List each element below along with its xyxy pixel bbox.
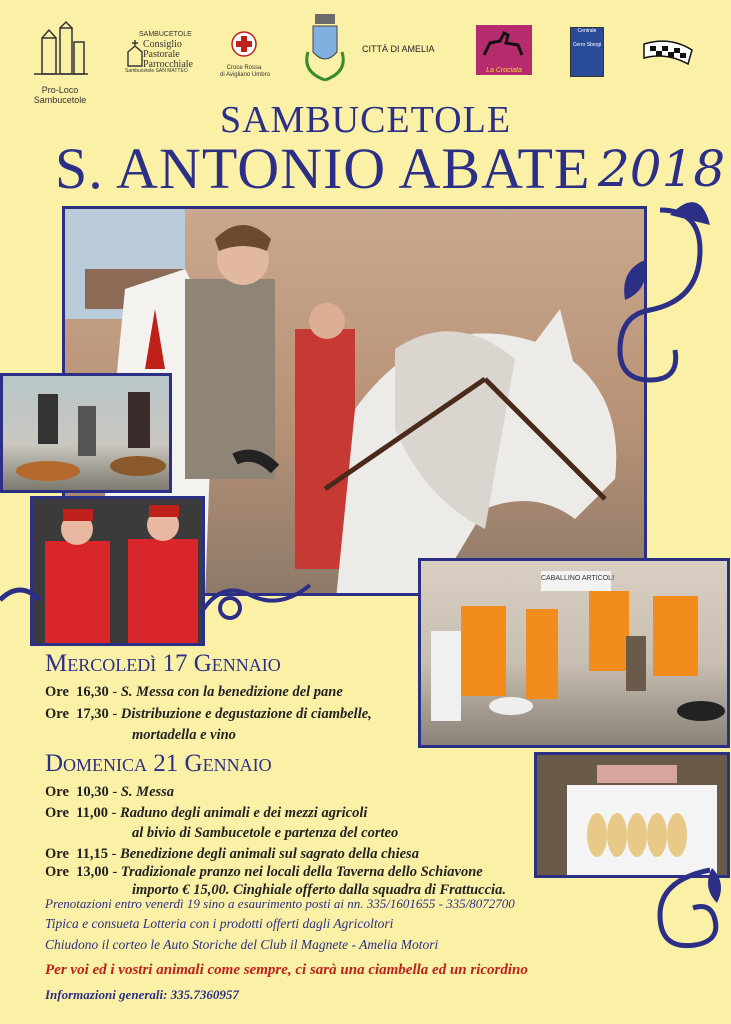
logo-proloco <box>30 20 90 105</box>
photo-group <box>418 558 730 748</box>
day2-event-3: Ore 11,15 - Benedizione degli animali sul sagrato della chiesa <box>45 846 419 862</box>
day2-event-4: Ore 13,00 - Tradizionale pranzo nei locali della Taverna dello Schiavone <box>45 864 483 880</box>
ore-label: Ore <box>45 805 69 821</box>
event-time: 16,30 <box>76 684 109 700</box>
lotteria-note: Tipica e consueta Lotteria con i prodotti offerti dagli Agricoltori <box>45 916 394 931</box>
event-time: 11,15 <box>76 846 108 862</box>
castle-icon <box>30 20 90 80</box>
church-icon <box>125 38 145 68</box>
ore-label: Ore <box>45 684 69 700</box>
proloco-label: Pro-Loco Sambucetole <box>33 85 87 105</box>
ore-label: Ore <box>45 846 69 862</box>
citta-label: CITTÀ DI AMELIA <box>362 44 435 54</box>
red-cross-icon <box>220 30 268 60</box>
photo-sign: CABALLINO ARTICOLI <box>541 575 615 582</box>
photo-dogs <box>0 373 172 493</box>
day1-event-1: Ore 16,30 - S. Messa con la benedizione del pane <box>45 684 343 700</box>
event-text-cont: mortadella e vino <box>132 727 236 743</box>
day1-title: Mercoledì 17 Gennaio <box>45 650 281 677</box>
day1-event-2-cont <box>132 727 236 744</box>
consiglio-sub: Sambucetole SAN MATTEO <box>125 68 188 74</box>
event-year: 2018 <box>598 140 726 198</box>
logo-consiglio <box>125 30 205 80</box>
horse-rider-icon <box>476 25 532 61</box>
event-text-cont: al bivio di Sambucetole e partenza del corteo <box>132 825 399 841</box>
flourish-ornament <box>600 190 720 390</box>
ore-label: Ore <box>45 784 69 800</box>
event-title: S. ANTONIO ABATE <box>55 136 591 201</box>
event-time: 11,00 <box>76 805 108 821</box>
day2-event-1: Ore 10,30 - S. Messa <box>45 784 175 800</box>
logo-centrale <box>570 27 604 77</box>
checkered-flag-icon <box>640 38 696 68</box>
event-time: 17,30 <box>76 706 109 722</box>
coat-of-arms-icon <box>300 12 350 90</box>
event-text: Tradizionale pranzo nei locali della Taverna dello Schiavone <box>120 864 483 880</box>
event-text-cont: importo € 15,00. Cinghiale offerto dalla squadra di Frattuccia. <box>132 882 506 898</box>
event-time: 10,30 <box>76 784 109 800</box>
event-text: S. Messa con la benedizione del pane <box>120 684 343 700</box>
group-illustration <box>421 561 730 748</box>
centrale-label: Centrale Cerro Sbergi <box>572 28 602 48</box>
event-text: Raduno degli animali e dei mezzi agricoli <box>120 805 368 821</box>
consiglio-label: Consiglio Pastorale Parrocchiale <box>143 39 193 70</box>
event-text: Distribuzione e degustazione di ciambelle, <box>120 706 372 722</box>
corteo-note: Chiudono il corteo le Auto Storiche del Club il Magnete - Amelia Motori <box>45 937 439 952</box>
cavallo-label: La Crociata <box>486 67 522 74</box>
event-text: S. Messa <box>120 784 175 800</box>
day2-event-2-cont <box>132 825 398 842</box>
day2-event-2: Ore 11,00 - Raduno degli animali e dei mezzi agricoli <box>45 805 368 821</box>
logo-cavallo <box>476 25 532 75</box>
logo-checkered-flag <box>640 38 696 68</box>
event-time: 13,00 <box>76 864 109 880</box>
event-text: Benedizione degli animali sul sagrato della chiesa <box>120 846 419 862</box>
day1-event-2: Ore 17,30 - Distribuzione e degustazione di ciambelle, <box>45 706 372 722</box>
day2-title: Domenica 21 Gennaio <box>45 750 272 777</box>
wave-ornament <box>0 570 320 630</box>
logo-stemma-amelia <box>300 12 350 90</box>
ore-label: Ore <box>45 864 69 880</box>
croce-label: Croce Rossa di Avigliano Umbro <box>220 65 270 78</box>
info-contact: Informazioni generali: 335.7360957 <box>45 987 239 1002</box>
subtitle: SAMBUCETOLE <box>219 99 512 141</box>
ore-label: Ore <box>45 706 69 722</box>
consiglio-small: SAMBUCETOLE <box>139 31 192 38</box>
ciambella-note: Per voi ed i vostri animali come sempre, ci sarà una ciambella ed un ricordino <box>45 962 528 978</box>
flourish-bottom-ornament <box>640 860 731 960</box>
prenotazioni-note: Prenotazioni entro venerdì 19 sino a esaurimento posti ai nn. 335/1601655 - 335/8072700 <box>45 896 515 911</box>
logo-croce-rossa <box>220 30 268 80</box>
dogs-illustration <box>3 376 172 493</box>
